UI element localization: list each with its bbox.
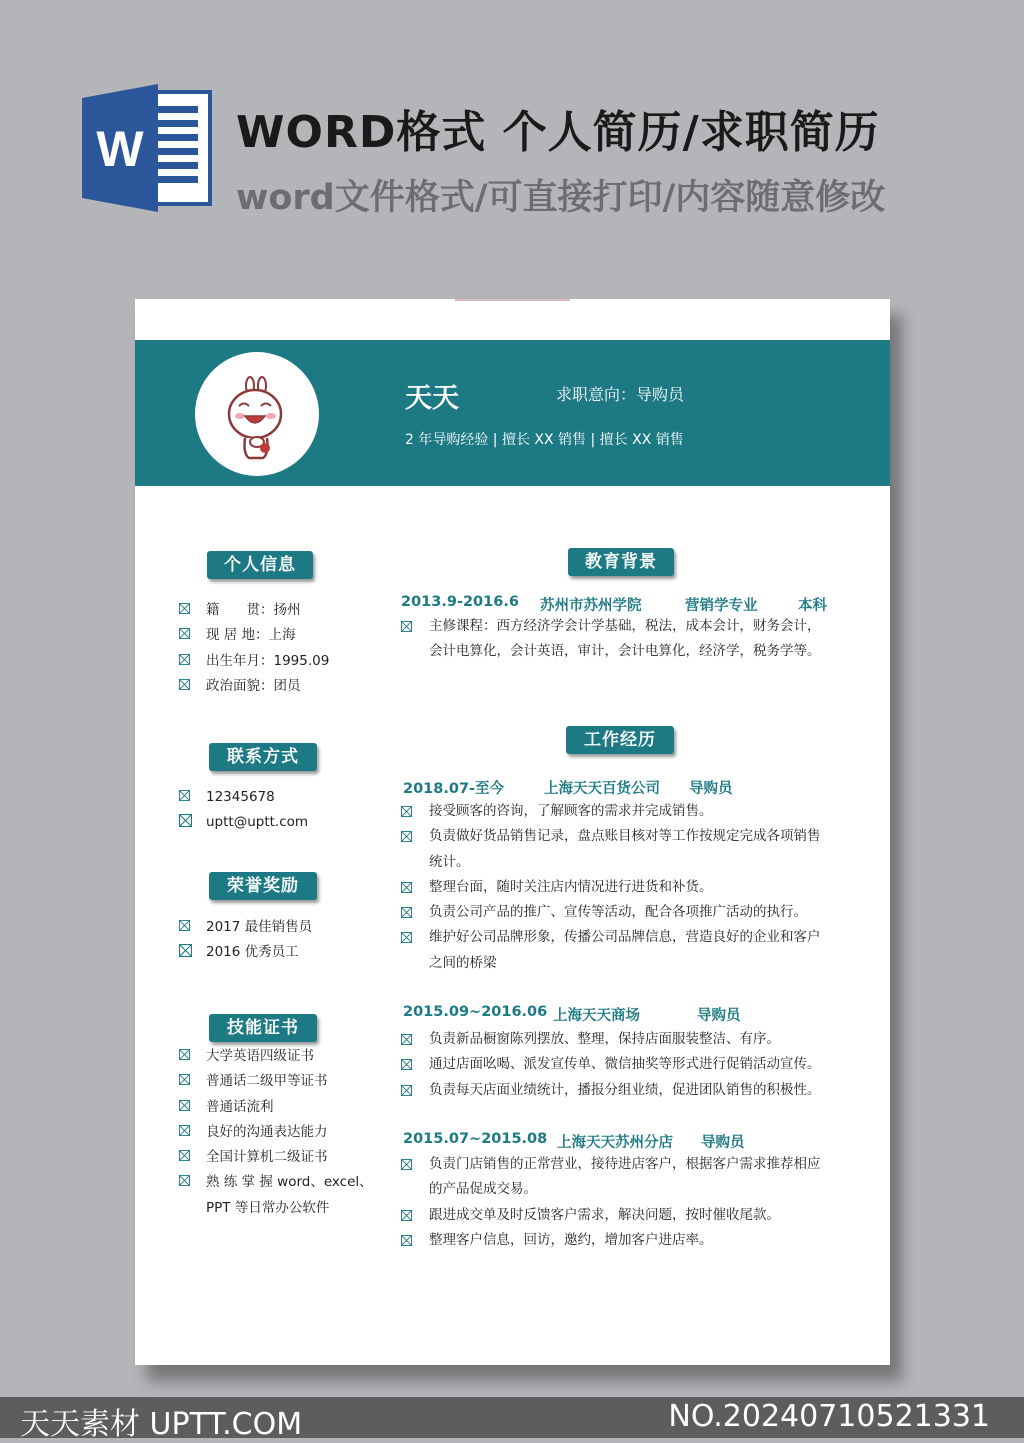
checkbox-icon	[401, 932, 412, 943]
checkbox-icon	[179, 1074, 190, 1085]
page-title: WORD格式 个人简历/求职简历	[236, 107, 880, 158]
job-role: 导购员	[689, 781, 733, 797]
checkbox-icon	[401, 882, 412, 893]
profile-tagline: 2 年导购经验 | 擅长 XX 销售 | 擅长 XX 销售	[405, 432, 684, 448]
list-item: 整理台面，随时关注店内情况进行进货和补货。	[401, 875, 831, 900]
section-title-contact: 联系方式	[209, 743, 317, 771]
list-item: 良好的沟通表达能力	[179, 1120, 386, 1145]
job-header	[403, 1131, 843, 1151]
job-duties	[401, 799, 831, 976]
list-item: 通过店面吆喝、派发宣传单、微信抽奖等形式进行促销活动宣传。	[401, 1052, 831, 1077]
job-duties	[401, 1027, 831, 1103]
list-item: 12345678	[179, 785, 308, 810]
checkbox-icon	[179, 1175, 190, 1186]
profile-name: 天天	[405, 383, 459, 414]
checkbox-icon	[179, 603, 190, 614]
list-item: 负责做好货品销售记录，盘点账目核对等工作按规定完成各项销售统计。	[401, 824, 831, 875]
word-logo-icon	[82, 84, 212, 212]
job-company: 上海天天苏州分店	[557, 1135, 673, 1151]
list-item: 籍 贯：扬州	[179, 598, 329, 623]
list-item: 负责门店销售的正常营业，接待进店客户，根据客户需求推荐相应的产品促成交易。	[401, 1152, 831, 1203]
job-period: 2018.07-至今	[403, 781, 505, 797]
resume-page	[135, 299, 890, 1365]
page-subtitle: word文件格式/可直接打印/内容随意修改	[236, 178, 886, 218]
list-item: uptt@uptt.com	[179, 810, 308, 835]
checkbox-icon	[401, 621, 412, 632]
list-item: 维护好公司品牌形象，传播公司品牌信息，营造良好的企业和客户之间的桥梁	[401, 925, 831, 976]
education-header	[401, 594, 841, 614]
job-company: 上海天天商场	[553, 1008, 640, 1024]
skills-list	[179, 1044, 386, 1221]
section-title-personal: 个人信息	[207, 551, 313, 579]
profile-banner	[135, 340, 890, 486]
list-item: 2017 最佳销售员	[179, 915, 312, 940]
list-item: 整理客户信息，回访，邀约，增加客户进店率。	[401, 1228, 831, 1253]
checkbox-icon	[179, 1125, 190, 1136]
checkbox-icon	[401, 831, 412, 842]
job-header	[403, 777, 843, 797]
education-period: 2013.9-2016.6	[401, 594, 519, 610]
list-item: 全国计算机二级证书	[179, 1145, 386, 1170]
checkbox-icon	[179, 920, 190, 931]
checkbox-icon	[179, 1150, 190, 1161]
checkbox-icon	[179, 1049, 190, 1060]
section-title-skills: 技能证书	[209, 1014, 317, 1042]
footer-brand: 天天素材 UPTT.COM	[20, 1407, 303, 1442]
page-top-mark	[455, 299, 570, 301]
list-item: 熟 练 掌 握 word、excel、PPT 等日常办公软件	[179, 1170, 386, 1221]
checkbox-icon	[179, 1100, 190, 1111]
awards-list	[179, 915, 312, 966]
avatar	[195, 352, 319, 476]
job-company: 上海天天百货公司	[544, 781, 660, 797]
checkbox-icon	[401, 1235, 412, 1246]
checkbox-icon	[179, 814, 192, 827]
checkbox-icon	[401, 1034, 412, 1045]
list-item: 政治面貌：团员	[179, 674, 329, 699]
list-item: 主修课程：西方经济学会计学基础，税法，成本会计，财务会计，会计电算化，会计英语，审计，会计电算化，经济学，税务学等。	[401, 614, 831, 665]
cartoon-avatar-icon	[195, 352, 319, 476]
education-school: 苏州市苏州学院	[540, 598, 642, 614]
checkbox-icon	[179, 628, 190, 639]
education-degree: 本科	[798, 598, 827, 614]
section-title-education: 教育背景	[568, 548, 674, 576]
checkbox-icon	[179, 790, 190, 801]
education-details	[401, 614, 831, 665]
job-period: 2015.07~2015.08	[403, 1131, 548, 1147]
job-role: 导购员	[701, 1135, 745, 1151]
footer-number: NO.20240710521331	[668, 1399, 990, 1434]
list-item: 跟进成交单及时反馈客户需求，解决问题，按时催收尾款。	[401, 1203, 831, 1228]
footer-bar	[0, 1397, 1024, 1442]
checkbox-icon	[401, 907, 412, 918]
checkbox-icon	[401, 1210, 412, 1221]
checkbox-icon	[401, 1059, 412, 1070]
list-item: 负责公司产品的推广、宣传等活动，配合各项推广活动的执行。	[401, 900, 831, 925]
section-title-work: 工作经历	[566, 726, 674, 754]
education-major: 营销学专业	[685, 598, 758, 614]
contact-list	[179, 785, 308, 836]
list-item: 2016 优秀员工	[179, 940, 312, 965]
checkbox-icon	[401, 806, 412, 817]
checkbox-icon	[179, 679, 190, 690]
job-intent: 求职意向：导购员	[556, 385, 685, 404]
job-role: 导购员	[697, 1008, 741, 1024]
checkbox-icon	[401, 1085, 412, 1096]
word-logo-letter: W	[96, 121, 144, 177]
checkbox-icon	[179, 654, 190, 665]
list-item: 现 居 地：上海	[179, 623, 329, 648]
job-header	[403, 1004, 843, 1024]
section-title-awards: 荣誉奖励	[209, 872, 317, 900]
list-item: 负责每天店面业绩统计，播报分组业绩，促进团队销售的积极性。	[401, 1078, 831, 1103]
personal-info-list	[179, 598, 329, 699]
list-item: 普通话流利	[179, 1095, 386, 1120]
list-item: 接受顾客的咨询，了解顾客的需求并完成销售。	[401, 799, 831, 824]
list-item: 普通话二级甲等证书	[179, 1069, 386, 1094]
list-item: 大学英语四级证书	[179, 1044, 386, 1069]
list-item: 出生年月：1995.09	[179, 649, 329, 674]
checkbox-icon	[401, 1159, 412, 1170]
list-item: 负责新品橱窗陈列摆放、整理，保持店面服装整洁、有序。	[401, 1027, 831, 1052]
job-duties	[401, 1152, 831, 1253]
job-period: 2015.09~2016.06	[403, 1004, 548, 1020]
checkbox-icon	[179, 944, 192, 957]
